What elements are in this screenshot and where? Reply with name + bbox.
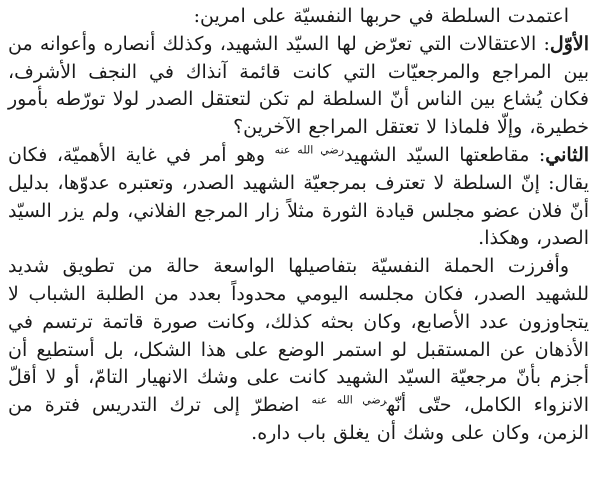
second-point-text-before: : مقاطعتها السيّد الشهيد xyxy=(344,143,546,166)
intro-text: اعتمدت السلطة في حربها النفسيّة على امرين: xyxy=(193,5,569,27)
third-paragraph-text-before: وأفرزت الحملة النفسيّة بتفاصيلها الواسعة حالة من تطويق شديد للشهيد الصدر، فكان مجلسه اليومي محدوداً بعدد من الطلبة الشباب لا يتجاوزون عدد الأصابع، وكان بحثه كذلك، وكانت صورة قاتمة ترتسم في الأذهان عن المستقبل لو استمر الوضع على هذا الشكل، بل أستطيع أن أجزم بأنّ مرجعيّة السيّد الشهيد كانت على وشك الانهيار التامّ، أو لا أقلّ الانزواء الكامل، حتّى أنّه xyxy=(8,255,589,417)
intro-paragraph xyxy=(8,3,589,31)
first-point-paragraph xyxy=(8,31,589,142)
first-point-label: الأوّل xyxy=(549,32,589,55)
third-paragraph-text-after: اضطرّ إلى ترك التدريس فترة من الزمن، وكان على وشك أن يغلق باب داره. xyxy=(8,394,589,444)
honorific-symbol-2: رضي الله عنه xyxy=(311,393,387,407)
second-point-label: الثاني xyxy=(545,143,590,166)
third-paragraph xyxy=(8,253,589,448)
first-point-text: : الاعتقالات التي تعرّض لها السيّد الشهيد، وكذلك أنصاره وأعوانه من بين المراجع والمرجعيّات التي كانت قائمة آنذاك في النجف الأشرف، فكان يُشاع بين الناس أنّ السلطة لم تكن لتعتقل الصدر لولا تورّطه بأمور خطيرة، وإلّا فلماذا لا تعتقل المراجع الآخرين؟ xyxy=(8,32,589,139)
second-point-paragraph xyxy=(8,142,589,253)
second-point-text-after: وهو أمر في غاية الأهميّة، فكان يقال: إنّ السلطة لا تعترف بمرجعيّة الشهيد الصدر، وتعتبره عدوّها، بدليل أنّ فلان عضو مجلس قيادة الثورة مثلاً زار المرجع الفلاني، ولم يزر السيّد الصدر، وهكذا. xyxy=(8,143,589,250)
honorific-symbol: رضي الله عنه xyxy=(274,143,345,157)
